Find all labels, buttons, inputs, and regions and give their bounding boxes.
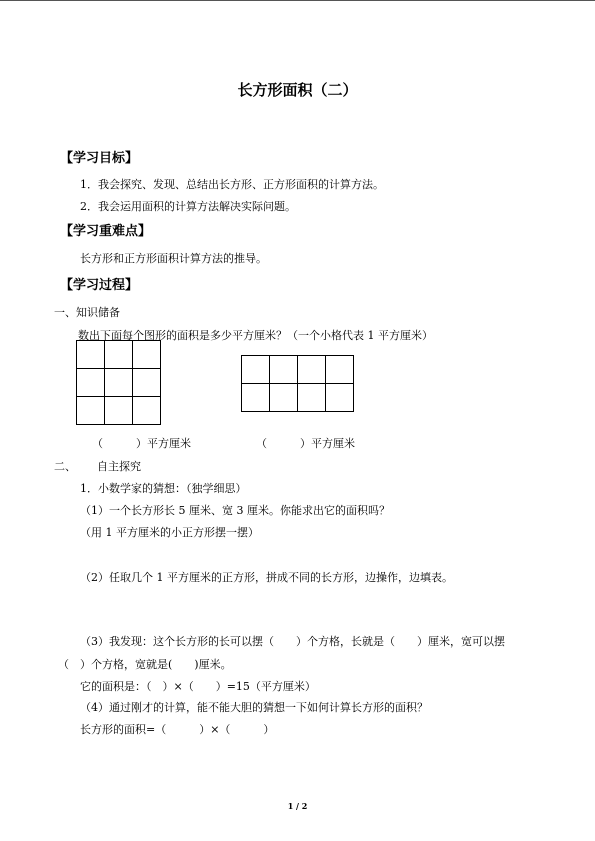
question-2: （2）任取几个 1 平方厘米的正方形，拼成不同的长方形，边操作，边填表。 [80,571,453,584]
grid-cell [133,369,161,397]
page-title: 长方形面积（二） [237,81,358,99]
grid-cell [105,397,133,425]
part1-heading: 一、知识储备 [54,306,120,319]
grid-cell [133,397,161,425]
grid-cell [242,356,270,384]
part2-item-1: 1．小数学家的猜想：（独学细思） [80,482,247,495]
grid-cell [77,341,105,369]
keypoints-heading: 【学习重难点】 [60,224,152,239]
goals-heading: 【学习目标】 [60,151,139,166]
answer-blank-2: （ ）平方厘米 [256,437,355,450]
top-rule [0,0,595,1]
answer-blank-1: （ ）平方厘米 [92,437,191,450]
area-calculation: 它的面积是：（ ）×（ ）=15（平方厘米） [80,680,316,693]
grid-cell [270,356,298,384]
grid-cell [326,384,354,412]
goal-item-1: 1．我会探究、发现、总结出长方形、正方形面积的计算方法。 [80,178,384,191]
process-heading: 【学习过程】 [60,278,139,293]
grid-cell [105,369,133,397]
grid-cell [298,356,326,384]
keypoints-text: 长方形和正方形面积计算方法的推导。 [80,252,267,265]
part2-heading-number: 二、 [54,460,76,473]
grid-cell [298,384,326,412]
grid-cell [77,397,105,425]
square-grid-3x3 [76,340,161,425]
area-formula: 长方形的面积=（ ）×（ ） [80,723,275,736]
question-4: （4）通过刚才的计算，能不能大胆的猜想一下如何计算长方形的面积？ [80,701,428,714]
grid-cell [105,341,133,369]
question-3-line-2: （ ）个方格，宽就是( )厘米。 [58,658,232,671]
question-3-line-1: （3）我发现：这个长方形的长可以摆（ ）个方格，长就是（ ）厘米，宽可以摆 [80,635,505,648]
page-number: 1 / 2 [287,801,308,811]
grid-cell [270,384,298,412]
part1-question: 数出下面每个图形的面积是多少平方厘米？（一个小格代表 1 平方厘米） [78,329,433,342]
goal-item-2: 2．我会运用面积的计算方法解决实际问题。 [80,200,296,213]
grid-cell [133,341,161,369]
grid-cell [242,384,270,412]
part2-heading: 自主探究 [97,460,141,473]
question-1-hint: （用 1 平方厘米的小正方形摆一摆） [80,526,259,539]
grid-cell [326,356,354,384]
question-1: （1）一个长方形长 5 厘米、宽 3 厘米。你能求出它的面积吗？ [80,504,390,517]
grid-cell [77,369,105,397]
rectangle-grid-4x2 [241,355,354,412]
